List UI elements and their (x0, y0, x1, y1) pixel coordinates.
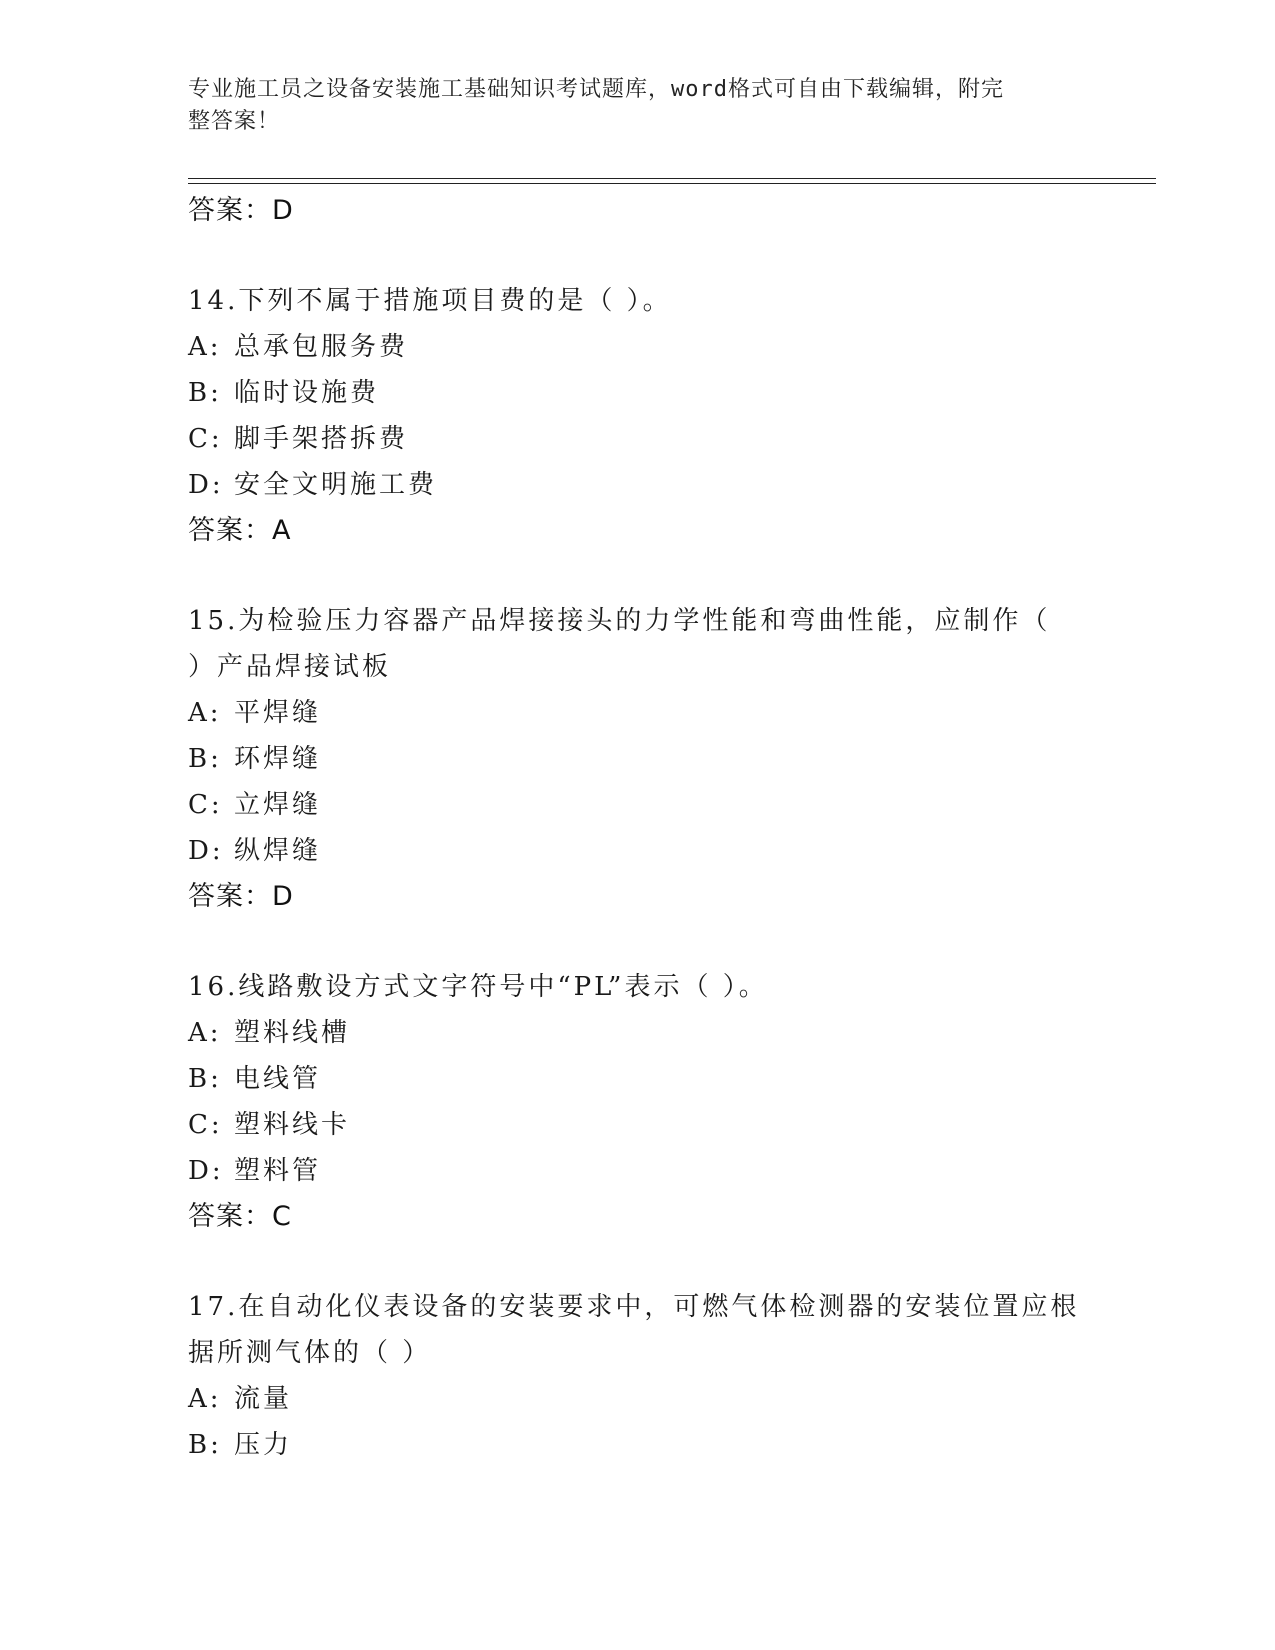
option-text: 纵焊缝 (234, 836, 322, 866)
header-line-1: 专业施工员之设备安装施工基础知识考试题库，word格式可自由下载编辑，附完 (188, 77, 1004, 102)
answer-line: 答案：C (188, 1201, 292, 1232)
option-row (188, 1422, 1088, 1468)
question-block (188, 1284, 1088, 1468)
option-text: 塑料线槽 (234, 1018, 351, 1048)
question-stem: 17.在自动化仪表设备的安装要求中，可燃气体检测器的安装位置应根 (188, 1292, 1080, 1322)
question-block (188, 598, 1088, 920)
option-letter: A: (188, 698, 222, 728)
option-letter: D: (188, 836, 224, 866)
option-row (188, 1010, 1088, 1056)
header-divider-bottom (188, 183, 1156, 184)
option-text: 临时设施费 (234, 378, 380, 408)
option-letter: B: (188, 378, 222, 408)
option-text: 压力 (234, 1430, 293, 1460)
option-text: 电线管 (234, 1064, 322, 1094)
option-text: 立焊缝 (234, 790, 322, 820)
option-text: 安全文明施工费 (234, 470, 438, 500)
answer-line: 答案：D (188, 881, 294, 912)
option-letter: B: (188, 1064, 222, 1094)
option-row (188, 462, 1088, 508)
option-letter: A: (188, 1018, 222, 1048)
option-text: 塑料管 (234, 1156, 322, 1186)
answer-line: 答案：A (188, 515, 292, 546)
option-letter: A: (188, 332, 222, 362)
option-text: 塑料线卡 (234, 1110, 351, 1140)
question-stem: 14.下列不属于措施项目费的是（ ）。 (188, 286, 672, 316)
question-block (188, 964, 1088, 1240)
option-row (188, 736, 1088, 782)
option-text: 总承包服务费 (234, 332, 409, 362)
option-letter: D: (188, 470, 224, 500)
header-divider-top (188, 178, 1156, 179)
header-line-2: 整答案！ (188, 109, 281, 134)
option-row (188, 1102, 1088, 1148)
option-row (188, 782, 1088, 828)
option-row (188, 690, 1088, 736)
option-letter: B: (188, 1430, 222, 1460)
option-letter: C: (188, 424, 223, 454)
option-row (188, 324, 1088, 370)
option-letter: C: (188, 1110, 223, 1140)
question-stem: 据所测气体的（ ） (188, 1338, 432, 1368)
question-list (188, 188, 1088, 1468)
option-row (188, 1376, 1088, 1422)
question-stem: 16.线路敷设方式文字符号中“PL”表示（ ）。 (188, 972, 768, 1002)
option-letter: A: (188, 1384, 222, 1414)
option-row (188, 416, 1088, 462)
option-letter: D: (188, 1156, 224, 1186)
option-text: 平焊缝 (234, 698, 322, 728)
option-text: 脚手架搭拆费 (234, 424, 409, 454)
option-row (188, 828, 1088, 874)
option-text: 环焊缝 (234, 744, 322, 774)
option-row (188, 1056, 1088, 1102)
option-letter: C: (188, 790, 223, 820)
document-header (188, 74, 1068, 138)
option-row (188, 370, 1088, 416)
option-text: 流量 (234, 1384, 293, 1414)
option-row (188, 1148, 1088, 1194)
question-stem: ）产品焊接试板 (188, 652, 392, 682)
question-block (188, 278, 1088, 554)
option-letter: B: (188, 744, 222, 774)
question-stem: 15.为检验压力容器产品焊接接头的力学性能和弯曲性能，应制作（ (188, 606, 1051, 636)
answer-line: 答案：D (188, 195, 294, 226)
